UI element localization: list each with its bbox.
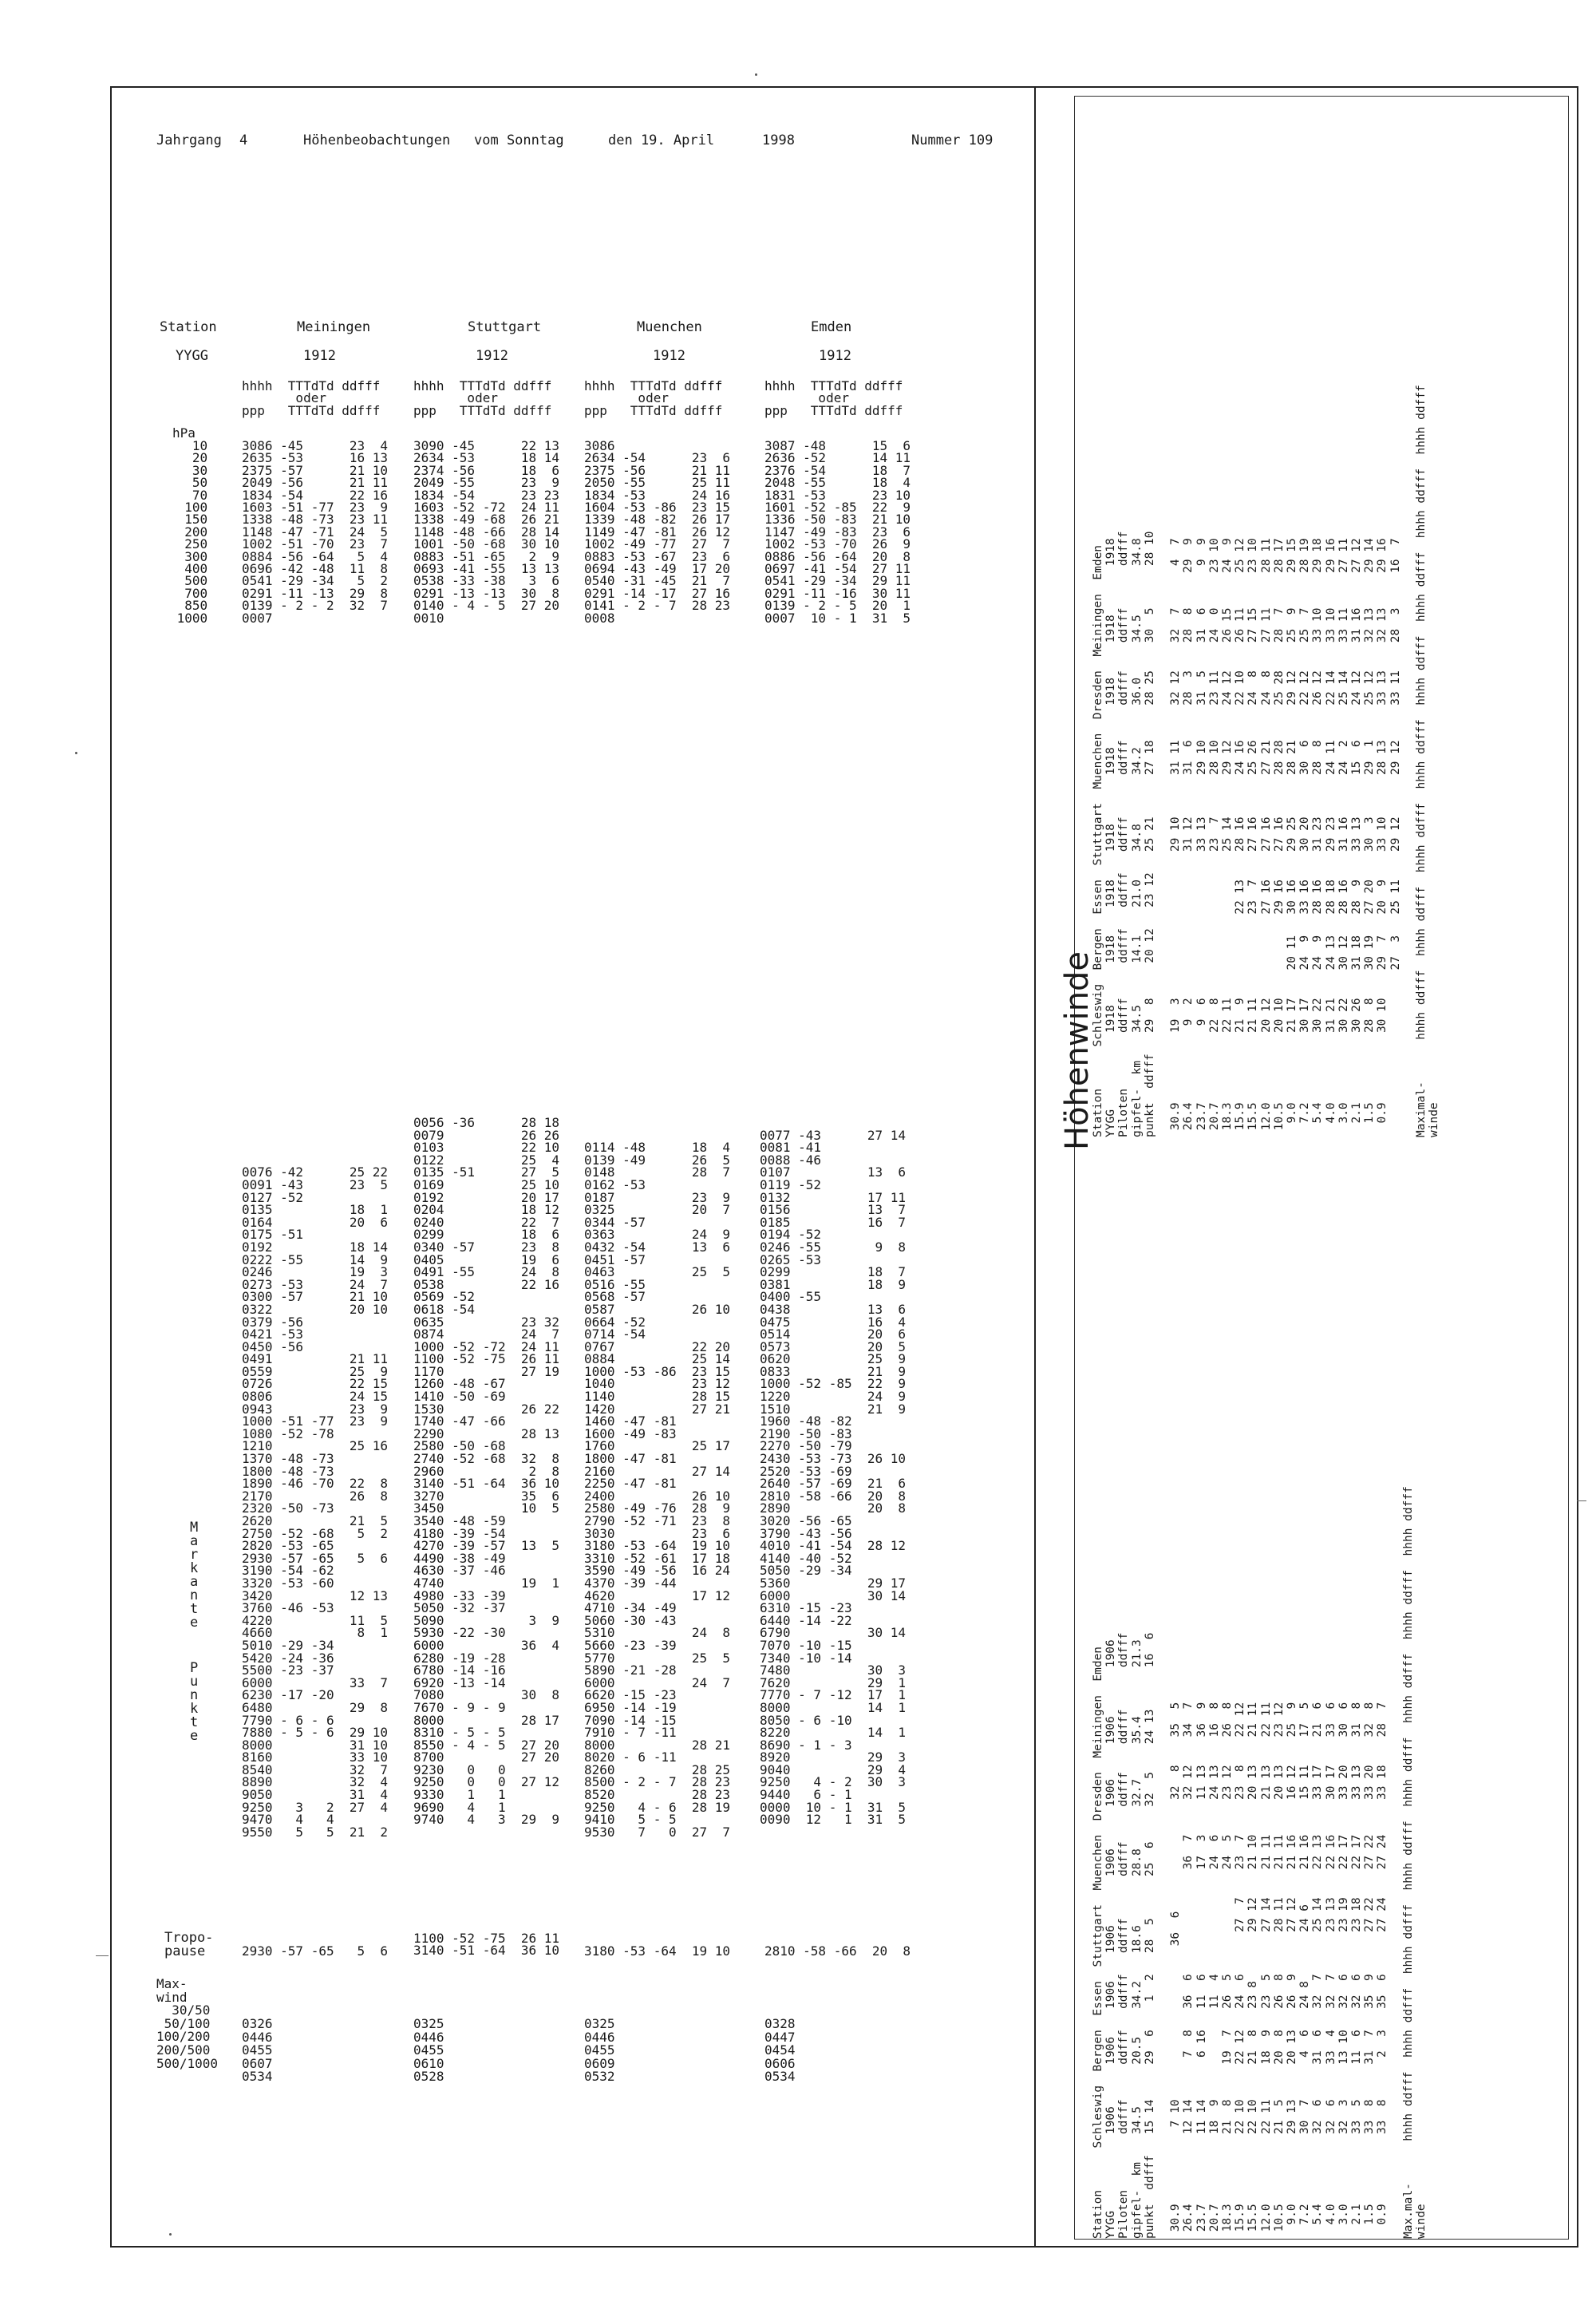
column-head-stuttgart xyxy=(413,380,551,417)
scan-mark xyxy=(169,2233,172,2236)
col-head-line-2: oder xyxy=(764,390,849,406)
markante-letter: n xyxy=(190,1587,199,1603)
scan-mark xyxy=(96,1955,109,1956)
station-label: Station xyxy=(160,319,217,335)
punkte-letter: t xyxy=(190,1714,199,1730)
significant-data-muenchen: 0114 -48 18 4 0139 -49 26 5 0148 28 7 0162 -53 0187 23 9 0325 20 7 0344 -57 0363 24 9 0432 -54 13 6 0451 -57 0463 25 5 0516 -55 0568 -57 0587 26 10 0664 -52 0714 -54 0767 22 20 0884 25 14 1000 -53 -86 23 15 1040 23 12 1140 28 15 1420 27 21 1460 -47 -81 1600 -49 -83 1760 25 17 1800 -47 -81 2160 27 14 2250 -47 -81 2400 26 10 2580 -49 -76 28 9 2790 -52 -71 23 8 3030 23 6 3180 -53 -64 19 10 3310 -52 -61 17 18 3590 -49 -56 16 24 4370 -39 -44 4620 17 12 4710 -34 -49 5060 -30 -43 5310 24 8 5660 -23 -39 5770 25 5 5890 -21 -28 6000 24 7 6620 -15 -23 6950 -14 -19 7090 -14 -15 7910 - 7 -11 8000 28 21 8020 - 6 -11 8260 28 25 8500 - 2 - 7 28 23 8520 28 23 9250 4 - 6 28 19 9410 5 - 5 9530 7 0 27 7 xyxy=(584,1140,731,1840)
scan-mark xyxy=(1577,1500,1586,1501)
markante-letter: a xyxy=(190,1574,199,1590)
station-time-meiningen: 1912 xyxy=(303,348,336,364)
scan-mark xyxy=(755,73,757,76)
tropopause-muenchen: 3180 -53 -64 19 10 xyxy=(584,1943,731,1959)
column-head-emden xyxy=(764,380,903,417)
col-head-line-3: ppp TTTdTd ddfff xyxy=(413,402,552,418)
col-head-line-3: ppp TTTdTd ddfff xyxy=(764,402,903,418)
significant-data-meiningen: 0076 -42 25 22 0091 -43 23 5 0127 -52 0135 18 1 0164 20 6 0175 -51 0192 18 14 0222 -55 14 9 0246 19 3 0273 -53 24 7 0300 -57 21 10 0322 20 10 0379 -56 0421 -53 0450 -56 0491 21 11 0559 25 9 0726 22 15 0806 24 15 0943 23 9 1000 -51 -77 23 9 1080 -52 -78 1210 25 16 1370 -48 -73 1800 -48 -73 1890 -46 -70 22 8 2170 26 8 2320 -50 -73 2620 21 5 2750 -52 -68 5 2 2820 -53 -65 2930 -57 -65 5 6 3190 -54 -62 3320 -53 -60 3420 12 13 3760 -46 -53 4220 11 5 4660 8 1 5010 -29 -34 5420 -24 -36 5500 -23 -37 6000 33 7 6230 -17 -20 6480 29 8 7790 - 6 - 6 7880 - 5 - 6 29 10 8000 31 10 8160 33 10 8540 32 7 8890 32 4 9050 31 4 9250 3 2 27 4 9470 4 4 9550 5 5 21 2 xyxy=(242,1164,389,1840)
punkte-letter: u xyxy=(190,1674,199,1690)
yygg-label: YYGG xyxy=(176,348,208,364)
significant-data-emden: 0077 -43 27 14 0081 -41 0088 -46 0107 13 6 0119 -52 0132 17 11 0156 13 7 0185 16 7 0194 -52 0246 -55 9 8 0265 -53 0299 18 7 0381 18 9 0400 -55 0438 13 6 0475 16 4 0514 20 6 0573 20 5 0620 25 9 0833 21 9 1000 -52 -85 22 9 1220 24 9 1510 21 9 1960 -48 -82 2190 -50 -83 2270 -50 -79 2430 -53 -73 26 10 2520 -53 -69 2640 -57 -69 21 6 2810 -58 -66 20 8 2890 20 8 3020 -56 -65 3790 -43 -56 4010 -41 -54 28 12 4140 -40 -52 5050 -29 -34 5360 29 17 6000 30 14 6310 -15 -23 6440 -14 -22 6790 30 14 7070 -10 -15 7340 -10 -14 7480 30 3 7620 29 1 7770 - 7 -12 17 1 8000 14 1 8050 - 6 -10 8220 14 1 8690 - 1 - 3 8920 29 3 9040 29 4 9250 4 - 2 30 3 9440 6 - 1 0000 10 - 1 31 5 0090 12 1 31 5 xyxy=(760,1127,907,1828)
tropopause-stuttgart: 1100 -52 -75 26 11 3140 -51 -64 36 10 xyxy=(413,1931,560,1959)
hoehenwinde-title: Höhenwinde xyxy=(1059,951,1096,1150)
markante-letter: r xyxy=(190,1547,199,1563)
col-head-line-1: hhhh TTTdTd ddfff xyxy=(413,378,552,393)
markante-letter: M xyxy=(190,1520,199,1536)
station-name-muenchen: Muenchen xyxy=(637,319,702,335)
station-time-stuttgart: 1912 xyxy=(476,348,508,364)
maxwind-meiningen: 0326 0446 0455 0607 0534 xyxy=(242,2016,273,2085)
standard-levels: 10 20 30 50 70 100 150 200 250 300 400 500 700 850 1000 xyxy=(176,438,208,626)
col-head-line-2: oder xyxy=(413,390,498,406)
markante-letter: t xyxy=(190,1601,199,1617)
col-head-line-3: ppp TTTdTd ddfff xyxy=(584,402,723,418)
station-name-stuttgart: Stuttgart xyxy=(468,319,542,335)
punkte-letter: P xyxy=(190,1660,199,1676)
markante-letter: a xyxy=(190,1533,199,1549)
maxwind-emden: 0328 0447 0454 0606 0534 xyxy=(764,2016,796,2085)
col-head-line-1: hhhh TTTdTd ddfff xyxy=(584,378,723,393)
maxwind-stuttgart: 0325 0446 0455 0610 0528 xyxy=(413,2016,444,2085)
col-head-line-2: oder xyxy=(242,390,326,406)
punkte-letter: n xyxy=(190,1687,199,1703)
col-head-line-1: hhhh TTTdTd ddfff xyxy=(764,378,903,393)
hoehenwinde-table-1918: Station Schleswig Bergen Essen Stuttgart Muenchen Dresden Meiningen Emden YYGG 1918 1918 1918 1918 1918 1918 1918 1918 Piloten ddfff ddfff ddfff ddfff ddfff ddfff ddfff ddfff gipfel- km 34.5 14.1 21.0 34.8 34.2 36.0 34.5 34.8 punkt ddfff 29 8 20 12 23 12 25 21 27 18 28 25 30 5 28 10 30.9 19 3 29 10 31 11 32 12 32 7 4 7 26.4 9 2 31 12 31 6 28 3 28 8 29 9 23.7 9 6 33 13 29 10 31 5 31 6 9 9 20.7 22 8 23 7 28 10 23 11 24 0 23 10 18.3 22 11 25 14 29 12 24 12 26 15 24 9 15.9 21 9 22 13 28 16 24 16 22 10 26 11 25 12 15.5 21 11 23 7 27 16 25 26 24 8 27 15 23 10 12.0 20 12 27 16 27 16 27 21 24 8 27 11 28 11 10.5 20 10 29 16 27 16 28 28 25 28 28 7 28 17 9.0 21 17 20 11 30 16 29 25 28 21 29 12 25 9 29 15 7.2 30 17 24 9 33 16 30 20 30 6 22 12 25 7 28 19 5.4 30 22 24 9 28 16 31 23 28 8 26 12 33 10 29 18 4.0 31 21 24 13 28 18 29 23 24 11 22 14 33 10 29 16 3.0 30 22 30 12 28 16 31 16 24 2 25 14 33 11 27 11 2.1 30 26 31 18 28 9 33 13 15 6 24 12 31 16 27 12 1.5 28 8 30 19 27 20 30 3 29 1 25 12 32 13 29 14 0.9 30 10 29 7 20 9 33 10 28 13 33 13 32 13 29 16 27 3 25 11 29 12 29 12 33 11 28 3 16 7 Maximal- hhhh ddfff hhhh ddfff hhhh ddfff hhhh ddfff hhhh ddfff hhhh ddfff hhhh ddfff hhhh ddfff winde xyxy=(1092,384,1441,1137)
station-time-emden: 1912 xyxy=(819,348,851,364)
column-head-muenchen xyxy=(584,380,722,417)
col-head-line-3: ppp TTTdTd ddfff xyxy=(242,402,381,418)
header-jahrgang-label: Jahrgang xyxy=(156,132,222,148)
punkte-letter: e xyxy=(190,1728,199,1744)
header-year: 1998 xyxy=(762,132,795,148)
markante-letter: e xyxy=(190,1615,199,1631)
column-head-meiningen xyxy=(242,380,380,417)
scan-mark xyxy=(75,752,77,754)
hpa-label: hPa xyxy=(172,425,196,441)
header-jahrgang: 4 xyxy=(239,132,248,148)
standard-data-stuttgart: 3090 -45 22 13 2634 -53 18 14 2374 -56 18 6 2049 -55 23 9 1834 -54 23 23 1603 -52 -72 24 11 1338 -49 -68 26 21 1148 -48 -66 28 14 1001 -50 -68 30 10 0883 -51 -65 2 9 0693 -41 -55 13 13 0538 -33 -38 3 6 0291 -13 -13 30 8 0140 - 4 - 5 27 20 0010 xyxy=(413,438,560,626)
hoehenwinde-table-1906: Station Schleswig Bergen Essen Stuttgart Muenchen Dresden Meiningen Emden YYGG 1906 1906 1906 1906 1906 1906 1906 1906 Piloten ddfff ddfff ddfff ddfff ddfff ddfff ddfff ddfff gipfel- km 34.5 20.5 34.2 18.6 28.8 32.7 35.4 21.3 punkt ddfff 15 14 29 6 1 2 28 5 25 6 32 5 24 13 16 6 30.9 7 10 36 6 32 8 35 5 26.4 12 14 7 8 36 6 36 7 32 12 34 7 23.7 11 14 6 16 11 6 17 3 11 13 36 9 20.7 18 9 11 4 24 6 24 13 16 8 18.3 21 8 19 7 26 5 24 5 23 12 26 8 15.9 22 10 22 12 24 6 27 7 23 7 23 8 22 12 15.5 22 10 21 8 23 8 29 12 21 10 20 13 21 11 12.0 22 11 18 9 23 5 27 14 21 11 21 13 22 11 10.5 21 5 20 8 26 8 28 11 21 11 20 13 23 12 9.0 29 13 20 13 26 9 27 12 21 16 16 12 25 9 7.2 30 7 4 6 24 8 24 6 21 16 15 11 17 5 5.4 32 6 31 6 32 7 25 14 22 13 33 17 21 6 4.0 32 6 33 4 32 7 23 13 22 16 30 17 33 6 3.0 32 3 13 10 32 6 23 19 22 17 33 20 30 6 2.1 33 5 11 6 32 6 23 18 22 17 33 13 31 8 1.5 33 8 31 7 35 9 27 22 27 22 33 20 32 8 0.9 33 8 2 3 35 6 27 24 27 24 33 18 28 7 Max.mal- hhhh ddfff hhhh ddfff hhhh ddfff hhhh ddfff hhhh ddfff hhhh ddfff hhhh ddfff hhhh ddfff winde xyxy=(1092,1485,1428,2239)
header-day: vom Sonntag xyxy=(474,132,564,148)
station-name-emden: Emden xyxy=(811,319,852,335)
maxwind-muenchen: 0325 0446 0455 0609 0532 xyxy=(584,2016,615,2085)
punkte-letter: k xyxy=(190,1701,199,1717)
tropopause-label: Tropo- pause xyxy=(164,1930,214,1959)
significant-data-stuttgart: 0056 -36 28 18 0079 26 26 0103 22 10 0122 25 4 0135 -51 27 5 0169 25 10 0192 20 17 0204 18 12 0240 22 7 0299 18 6 0340 -57 23 8 0405 19 6 0491 -55 24 8 0538 22 16 0569 -52 0618 -54 0635 23 32 0874 24 7 1000 -52 -72 24 11 1100 -52 -75 26 11 1170 27 19 1260 -48 -67 1410 -50 -69 1530 26 22 1740 -47 -66 2290 28 13 2580 -50 -68 2740 -52 -68 32 8 2960 2 8 3140 -51 -64 36 10 3270 35 6 3450 10 5 3540 -48 -59 4180 -39 -54 4270 -39 -57 13 5 4490 -38 -49 4630 -37 -46 4740 19 1 4980 -33 -39 5050 -32 -37 5090 3 9 5930 -22 -30 6000 36 4 6280 -19 -28 6780 -14 -16 6920 -13 -14 7080 30 8 7670 - 9 - 9 8000 28 17 8310 - 5 - 5 8550 - 4 - 5 27 20 8700 27 20 9230 0 0 9250 0 0 27 12 9330 1 1 9690 4 1 9740 4 3 29 9 xyxy=(413,1115,560,1828)
section-divider xyxy=(1034,86,1036,2248)
standard-data-muenchen: 3086 2634 -54 23 6 2375 -56 21 11 2050 -55 25 11 1834 -53 24 16 1604 -53 -86 23 15 1339 -48 -82 26 17 1149 -47 -81 26 12 1002 -49 -77 27 7 0883 -53 -67 23 6 0694 -43 -49 17 20 0540 -31 -45 21 7 0291 -14 -17 27 16 0141 - 2 - 7 28 23 0008 xyxy=(584,438,731,626)
standard-data-meiningen: 3086 -45 23 4 2635 -53 16 13 2375 -57 21 10 2049 -56 21 11 1834 -54 22 16 1603 -51 -77 23 9 1338 -48 -73 23 11 1148 -47 -71 24 5 1002 -51 -70 23 7 0884 -56 -64 5 4 0696 -42 -48 11 8 0541 -29 -34 5 2 0291 -11 -13 29 8 0139 - 2 - 2 32 7 0007 xyxy=(242,438,389,626)
col-head-line-1: hhhh TTTdTd ddfff xyxy=(242,378,381,393)
station-name-meiningen: Meiningen xyxy=(297,319,371,335)
header-nummer: Nummer 109 xyxy=(911,132,994,148)
header-title: Höhenbeobachtungen xyxy=(303,132,451,148)
col-head-line-2: oder xyxy=(584,390,669,406)
header-date: den 19. April xyxy=(608,132,715,148)
tropopause-meiningen: 2930 -57 -65 5 6 xyxy=(242,1943,389,1959)
maxwind-label: Max- wind 30/50 50/100 100/200 200/500 500/1000 xyxy=(156,1976,219,2071)
standard-data-emden: 3087 -48 15 6 2636 -52 14 11 2376 -54 18 7 2048 -55 18 4 1831 -53 23 10 1601 -52 -85 22 9 1336 -50 -83 21 10 1147 -49 -83 23 6 1002 -53 -70 26 9 0886 -56 -64 20 8 0697 -41 -54 27 11 0541 -29 -34 29 11 0291 -11 -16 30 11 0139 - 2 - 5 20 1 0007 10 - 1 31 5 xyxy=(764,438,911,626)
station-time-muenchen: 1912 xyxy=(653,348,685,364)
markante-letter: k xyxy=(190,1560,199,1576)
tropopause-emden: 2810 -58 -66 20 8 xyxy=(764,1943,911,1959)
